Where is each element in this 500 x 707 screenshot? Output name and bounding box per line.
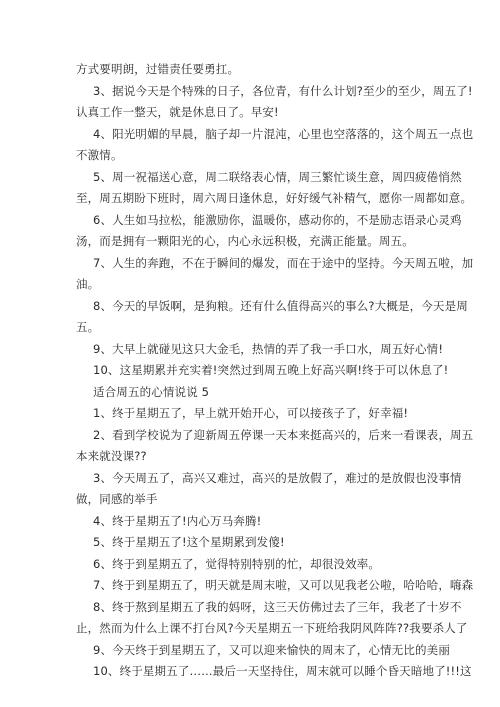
text-line: 10、终于星期五了……最后一天坚持住，周末就可以睡个昏天暗地了!!!这 bbox=[93, 664, 472, 678]
text-line: 方式要明朗，过错责任要勇扛。 bbox=[76, 62, 240, 76]
text-line: 6、人生如马拉松，能激励你，温暖你，感动你的，不是励志语录心灵鸡 bbox=[93, 213, 462, 227]
text-line: 1、终于星期五了，早上就开始开心，可以接孩子了，好幸福! bbox=[93, 406, 409, 420]
text-line: 4、阳光明媚的早晨，脑子却一片混沌，心里也空落落的，这个周五一点也 bbox=[93, 127, 474, 141]
text-line: 止，然而为什么上课不打台风?今天星期五一下班给我阴风阵阵??我要杀人了 bbox=[76, 621, 468, 635]
text-line: 8、终于熬到星期五了我的妈呀，这三天仿佛过去了三年，我老了十岁不 bbox=[93, 600, 462, 614]
text-line: 10、这星期累并充实着!突然过到周五晚上好高兴啊!终于可以休息了! bbox=[93, 363, 449, 377]
text-line: 2、看到学校说为了迎新周五停课一天本来挺高兴的，后来一看课表，周五 bbox=[93, 428, 474, 442]
text-line: 至，周五期盼下班时，周六周日逢休息，好好缓气补精气，愿你一周都如意。 bbox=[76, 191, 473, 205]
text-line: 9、今天终于到星期五了，又可以迎来愉快的周末了，心情无比的美丽 bbox=[93, 643, 450, 657]
text-line: 不激情。 bbox=[76, 148, 123, 162]
text-line: 3、据说今天是个特殊的日子，各位青，有什么计划?至少的至少，周五了! bbox=[93, 84, 473, 98]
text-line: 4、终于星期五了!内心万马奔腾! bbox=[93, 514, 262, 528]
section-heading: 适合周五的心情说说 5 bbox=[93, 385, 210, 399]
text-line: 5、周一祝福送心意，周二联络表心情，周三繁忙谈生意，周四疲倦悄然 bbox=[93, 170, 462, 184]
text-line: 3、今天周五了，高兴又难过，高兴的是放假了，难过的是放假也没事情 bbox=[93, 471, 462, 485]
text-line: 7、终于到星期五了，明天就是周末啦，又可以见我老公啦，哈哈哈，嗨森 bbox=[93, 578, 474, 592]
text-line: 汤，而是拥有一颗阳光的心，内心永远积极，充满正能量。周五。 bbox=[76, 234, 414, 248]
text-line: 做，同感的举手 bbox=[76, 492, 158, 506]
text-line: 6、终于到星期五了，觉得特别特别的忙，却很没效率。 bbox=[93, 557, 381, 571]
text-line: 五。 bbox=[76, 320, 100, 334]
text-line: 油。 bbox=[76, 277, 100, 291]
text-line: 9、大早上就碰见这只大金毛，热情的弄了我一手口水，周五好心情! bbox=[93, 342, 444, 356]
text-line: 本来就没课?? bbox=[76, 449, 147, 463]
text-line: 7、人生的奔跑，不在于瞬间的爆发，而在于途中的坚持。今天周五啦，加 bbox=[93, 256, 474, 270]
text-line: 8、今天的早饭啊，是狗粮。还有什么值得高兴的事么?大概是，今天是周 bbox=[93, 299, 468, 313]
text-line: 认真工作一整天，就是休息日了。早安! bbox=[76, 105, 279, 119]
text-line: 5、终于星期五了!这个星期累到发傻! bbox=[93, 535, 285, 549]
